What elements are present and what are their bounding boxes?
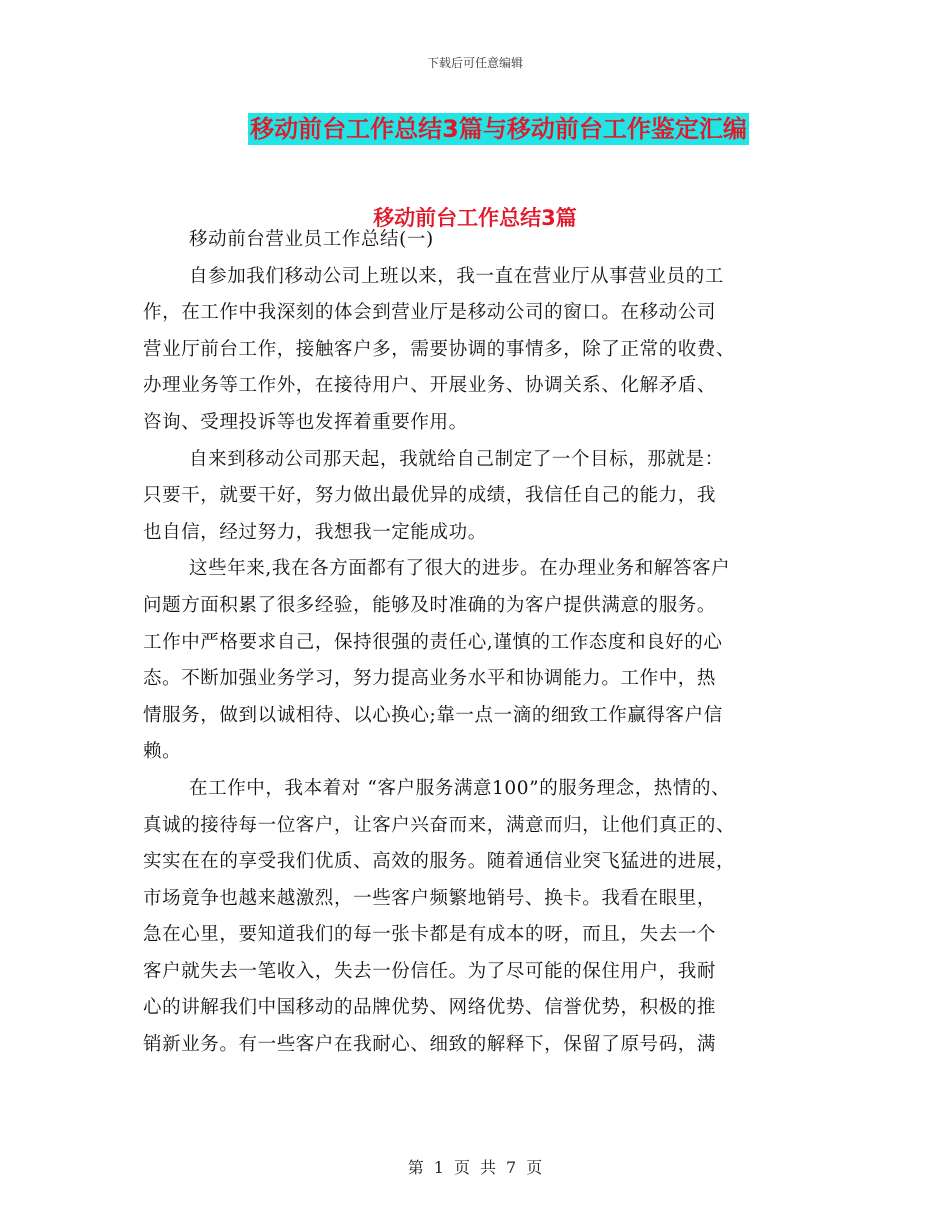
- body-line: 客户就失去一笔收入，失去一份信任。为了尽可能的保住用户，我耐: [143, 960, 717, 982]
- footer-total-pages: 7: [506, 1158, 517, 1177]
- body-line: 急在心里，要知道我们的每一张卡都是有成本的呀，而且，失去一个: [143, 924, 717, 946]
- main-title-container: [0, 113, 950, 145]
- body-line: 销新业务。有一些客户在我耐心、细致的解释下，保留了原号码，满: [143, 1034, 717, 1056]
- body-line: 只要干，就要干好，努力做出最优异的成绩，我信任自己的能力，我: [143, 485, 717, 507]
- page-footer: [0, 1155, 950, 1178]
- footer-total-unit: 页: [526, 1158, 543, 1177]
- body-line: 情服务，做到以诚相待、以心换心;靠一点一滴的细致工作赢得客户信: [143, 704, 723, 726]
- body-line: 赖。: [143, 741, 182, 763]
- body-line: 这些年来,我在各方面都有了很大的进步。在办理业务和解答客户: [189, 558, 731, 580]
- section-title: 移动前台工作总结3篇: [373, 206, 577, 230]
- footer-page-unit: 页: [453, 1158, 470, 1177]
- body-line: 真诚的接待每一位客户，让客户兴奋而来，满意而归，让他们真正的、: [143, 814, 736, 836]
- body-line: 问题方面积累了很多经验，能够及时准确的为客户提供满意的服务。: [143, 594, 717, 616]
- body-line: 移动前台营业员工作总结(一): [189, 229, 434, 250]
- body-line: 自参加我们移动公司上班以来，我一直在营业厅从事营业员的工: [189, 265, 724, 287]
- body-line: 也自信，经过努力，我想我一定能成功。: [143, 521, 487, 543]
- body-line: 咨询、受理投诉等也发挥着重要作用。: [143, 411, 468, 433]
- body-line: 在工作中，我本着对 “客户服务满意100”的服务理念，热情的、: [189, 777, 731, 799]
- document-body: [143, 222, 813, 1064]
- footer-total-prefix: 共: [480, 1158, 497, 1177]
- footer-page-prefix: 第: [407, 1158, 424, 1177]
- document-main-title: 移动前台工作总结3篇与移动前台工作鉴定汇编: [250, 115, 747, 143]
- page-header-note: 下载后可任意编辑: [426, 56, 523, 70]
- body-line: 市场竟争也越来越激烈，一些客户频繁地销号、换卡。我看在眼里，: [143, 887, 717, 909]
- footer-page-number: 1: [433, 1158, 444, 1177]
- body-line: 作，在工作中我深刻的体会到营业厅是移动公司的窗口。在移动公司: [143, 302, 717, 324]
- body-line: 办理业务等工作外，在接待用户、开展业务、协调关系、化解矛盾、: [143, 375, 717, 397]
- body-line: 实实在在的享受我们优质、高效的服务。随着通信业突飞猛进的进展，: [143, 851, 736, 873]
- body-line: 心的讲解我们中国移动的品牌优势、网络优势、信誉优势，积极的推: [143, 997, 717, 1019]
- body-line: 营业厅前台工作，接触客户多，需要协调的事情多，除了正常的收费、: [143, 338, 736, 360]
- body-line: 态。不断加强业务学习，努力提高业务水平和协调能力。工作中，热: [143, 668, 717, 690]
- body-line: 工作中严格要求自己，保持很强的责任心,谨慎的工作态度和良好的心: [143, 631, 723, 653]
- body-line: 自来到移动公司那天起，我就给自己制定了一个目标，那就是：: [189, 448, 724, 470]
